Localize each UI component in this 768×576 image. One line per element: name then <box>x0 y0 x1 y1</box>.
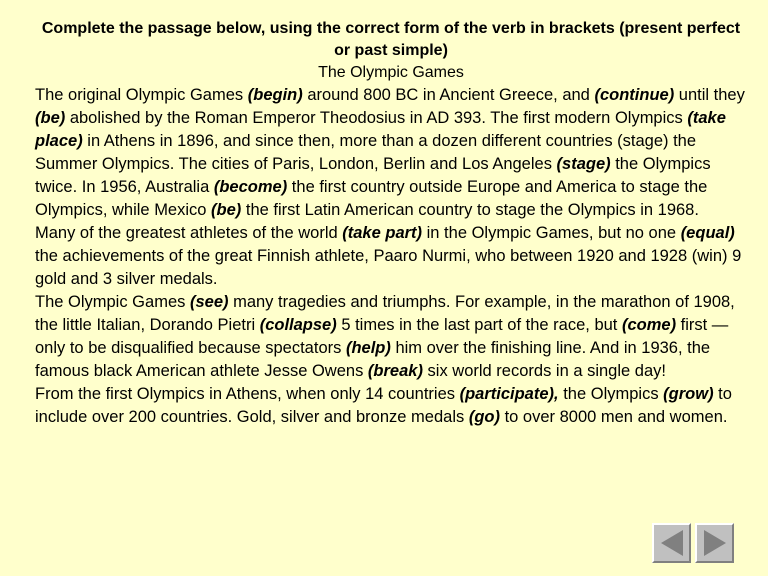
passage-text: many tragedies and triumphs. For example, in the marathon of 1908, the little Italian, Dorando Pietri <box>35 293 735 334</box>
passage-text: The original Olympic Games <box>35 86 248 104</box>
passage-title: The Olympic Games <box>318 64 464 81</box>
verb-prompt: (stage) <box>556 155 611 173</box>
triangle-right-icon <box>702 529 728 557</box>
passage-text: the achievements of the great Finnish athlete, Paaro Nurmi, who between 1920 and 1928 (win) 9 gold and 3 silver medals. <box>35 247 742 288</box>
instructions: Complete the passage below, using the correct form of the verb in brackets (present perfect or past simple) <box>41 20 741 59</box>
passage-text: six world records in a single day! <box>422 362 666 380</box>
passage-text: in Athens in 1896, and since then, more than a dozen different countries (stage) the Summer Olympics. The cities of Paris, London, Berlin and Los Angeles <box>35 132 697 173</box>
passage-text: the first Latin American country to stage the Olympics in 1968. <box>241 201 699 219</box>
passage-body <box>35 84 747 429</box>
passage-text: abolished by the Roman Emperor Theodosius in AD 393. The first modern Olympics <box>65 109 688 127</box>
paragraph <box>35 383 747 429</box>
verb-prompt: (take place) <box>35 109 726 150</box>
verb-prompt: (be) <box>211 201 242 219</box>
verb-prompt: (continue) <box>594 86 675 104</box>
slide <box>35 18 747 429</box>
passage-text: 5 times in the last part of the race, but <box>336 316 622 334</box>
verb-prompt: (see) <box>189 293 229 311</box>
triangle-left-icon <box>659 529 685 557</box>
passage-text: first — only to be disqualified because spectators <box>35 316 729 357</box>
passage-text: The Olympic Games <box>35 293 190 311</box>
passage-text: around 800 BC in Ancient Greece, and <box>302 86 595 104</box>
passage-text: in the Olympic Games, but no one <box>422 224 681 242</box>
passage-text: to over 8000 men and women. <box>499 408 728 426</box>
passage-text: to include over 200 countries. Gold, silver and bronze medals <box>35 385 732 426</box>
paragraph <box>35 84 747 222</box>
verb-prompt: (go) <box>468 408 500 426</box>
passage-text: until they <box>674 86 745 104</box>
verb-prompt: (help) <box>345 339 391 357</box>
passage-text: Many of the greatest athletes of the world <box>35 224 343 242</box>
paragraph <box>35 222 747 291</box>
slide-navigation <box>652 523 734 563</box>
verb-prompt: (break) <box>367 362 423 380</box>
previous-slide-button[interactable] <box>652 523 691 563</box>
passage-text: the Olympics twice. In 1956, Australia <box>35 155 711 196</box>
verb-prompt: (equal) <box>680 224 735 242</box>
next-slide-button[interactable] <box>695 523 734 563</box>
passage-text: the Olympics <box>558 385 664 403</box>
verb-prompt: (grow) <box>663 385 714 403</box>
passage-text: the first country outside Europe and America to stage the Olympics, while Mexico <box>35 178 708 219</box>
verb-prompt: (come) <box>621 316 677 334</box>
passage-text: him over the finishing line. And in 1936, the famous black American athlete Jesse Owens <box>35 339 711 380</box>
paragraph <box>35 291 747 383</box>
verb-prompt: (be) <box>35 109 66 127</box>
passage-text: From the first Olympics in Athens, when only 14 countries <box>35 385 460 403</box>
verb-prompt: (participate), <box>459 385 559 403</box>
verb-prompt: (take part) <box>342 224 423 242</box>
verb-prompt: (collapse) <box>259 316 337 334</box>
verb-prompt: (begin) <box>247 86 303 104</box>
verb-prompt: (become) <box>213 178 288 196</box>
